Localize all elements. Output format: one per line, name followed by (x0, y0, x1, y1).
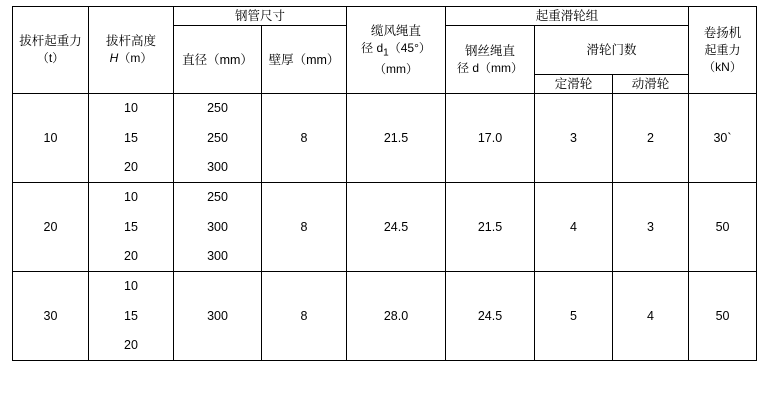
diameter-value: 300 (207, 160, 228, 175)
header-moving-sheave: 动滑轮 (613, 74, 689, 93)
cell-guy-rope-diameter: 21.5 (347, 94, 446, 183)
header-pole-height-label: 拔杆高度 (105, 34, 156, 49)
cell-pole-heights (89, 272, 174, 361)
cell-winch-capacity: 50 (689, 183, 757, 272)
cell-fixed-sheave: 3 (535, 94, 613, 183)
cell-pole-heights (89, 94, 174, 183)
table-row (13, 183, 757, 272)
header-wall-thickness: 壁厚（mm） (262, 26, 347, 94)
header-wire-rope-line1: 钢丝绳直 (465, 43, 516, 58)
header-guy-rope-line1: 缆风绳直 (371, 23, 422, 38)
pole-height-stack (89, 272, 173, 360)
header-hoist-block-group: 起重滑轮组 (446, 7, 689, 26)
table-row (13, 272, 757, 361)
pole-height-stack (89, 94, 173, 182)
cell-winch-capacity: 50 (689, 272, 757, 361)
header-pole-capacity-unit: （t） (36, 51, 65, 66)
cell-wall-thickness: 8 (262, 94, 347, 183)
diameter-value: 250 (207, 130, 228, 145)
cell-pole-heights (89, 183, 174, 272)
cell-pole-capacity: 10 (13, 94, 89, 183)
cell-guy-rope-diameter: 28.0 (347, 272, 446, 361)
header-pole-height-unit-text: （m） (118, 51, 153, 66)
cell-moving-sheave: 4 (613, 272, 689, 361)
pole-height-value: 10 (124, 279, 138, 294)
diameter-value: 300 (207, 219, 228, 234)
table-header (13, 7, 757, 94)
pole-height-value: 10 (124, 101, 138, 116)
pole-height-stack (89, 183, 173, 271)
header-fixed-sheave: 定滑轮 (535, 74, 613, 93)
diameter-stack (174, 94, 261, 182)
cell-moving-sheave: 2 (613, 94, 689, 183)
diameter-value: 250 (207, 101, 228, 116)
header-pole-capacity (13, 7, 89, 94)
header-pole-height (89, 7, 174, 94)
header-pole-height-symbol: H (109, 51, 119, 66)
cell-wire-rope-diameter: 17.0 (446, 94, 535, 183)
pole-height-value: 20 (124, 249, 138, 264)
cell-wire-rope-diameter: 24.5 (446, 272, 535, 361)
header-wire-rope (446, 26, 535, 94)
pole-height-value: 15 (124, 219, 138, 234)
cell-diameters (174, 183, 262, 272)
header-guy-rope-angle: （45°） (388, 40, 431, 55)
header-diameter: 直径（mm） (174, 26, 262, 94)
header-guy-rope-unit: （mm） (374, 61, 419, 76)
cell-wall-thickness: 8 (262, 183, 347, 272)
table-row (13, 94, 757, 183)
header-steel-pipe-group: 钢管尺寸 (174, 7, 347, 26)
pole-height-value: 15 (124, 308, 138, 323)
cell-diameters: 300 (174, 272, 262, 361)
cell-pole-capacity: 30 (13, 272, 89, 361)
cell-guy-rope-diameter: 24.5 (347, 183, 446, 272)
pole-height-value: 20 (124, 160, 138, 175)
header-winch (689, 7, 757, 94)
cell-wall-thickness: 8 (262, 272, 347, 361)
diameter-value: 250 (207, 190, 228, 205)
cell-wire-rope-diameter: 21.5 (446, 183, 535, 272)
cell-fixed-sheave: 4 (535, 183, 613, 272)
header-sheave-count-group: 滑轮门数 (535, 26, 689, 75)
cell-winch-capacity: 30` (689, 94, 757, 183)
cell-diameters (174, 94, 262, 183)
header-guy-rope-subscript: 1 (383, 47, 389, 59)
header-winch-line2: 起重力 (704, 42, 741, 57)
pole-height-value: 10 (124, 190, 138, 205)
header-guy-rope-line2: 径 $d_1(45^\circ)$ (361, 40, 431, 59)
header-row-1 (13, 7, 757, 26)
cell-moving-sheave: 3 (613, 183, 689, 272)
diameter-stack (174, 183, 261, 271)
header-winch-line1: 卷扬机 (703, 25, 742, 40)
header-pole-height-unit (89, 50, 173, 67)
cell-pole-capacity: 20 (13, 183, 89, 272)
diameter-value: 300 (207, 249, 228, 264)
pole-height-value: 15 (124, 130, 138, 145)
header-guy-rope (347, 7, 446, 94)
header-pole-capacity-label: 拔杆起重力 (19, 34, 82, 49)
header-wire-rope-line2: 径 d（mm） (457, 60, 524, 75)
table-body (13, 94, 757, 361)
document-page (0, 6, 742, 417)
specification-table (12, 6, 757, 361)
pole-height-value: 20 (124, 338, 138, 353)
header-winch-unit: （kN） (703, 60, 742, 75)
cell-fixed-sheave: 5 (535, 272, 613, 361)
